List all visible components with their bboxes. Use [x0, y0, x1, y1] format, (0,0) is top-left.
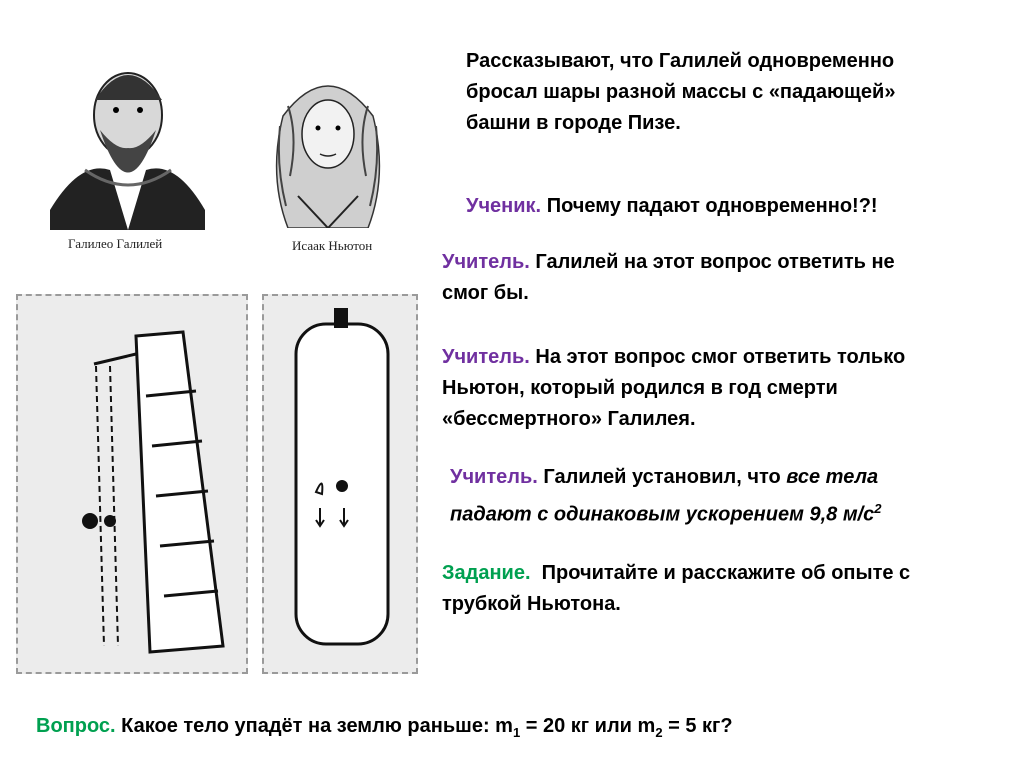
question-sub-2: 2	[655, 725, 663, 740]
newton-portrait-drawing	[258, 56, 398, 228]
teacher2-line1: На этот вопрос смог ответить только	[535, 346, 906, 368]
leaning-tower-drawing	[18, 296, 246, 672]
teacher-reply-3	[450, 462, 882, 531]
teacher-reply-2	[442, 342, 905, 435]
teacher3-line1-italic: все тела	[786, 466, 879, 488]
teacher-label-2: Учитель.	[442, 346, 530, 368]
teacher-reply-1	[442, 247, 895, 309]
newton-caption: Исаак Ньютон	[292, 238, 373, 253]
student-text: Почему падают одновременно!?!	[546, 195, 878, 217]
question-sub-1: 1	[512, 725, 521, 740]
galileo-portrait-drawing	[40, 40, 215, 230]
question-line	[36, 711, 733, 748]
student-line	[466, 191, 878, 222]
newton-portrait	[258, 56, 398, 228]
task-line1: Прочитайте и расскажите об опыте с	[541, 562, 911, 584]
teacher2-line2: Ньютон, который родился в год смерти	[442, 377, 838, 399]
task-label: Задание.	[442, 562, 531, 584]
galileo-caption: Галилео Галилей	[68, 236, 163, 251]
intro-text	[466, 46, 895, 139]
teacher-label-1: Учитель.	[442, 251, 530, 273]
galileo-portrait	[40, 40, 215, 230]
question-text-b: = 20 кг или m	[520, 715, 656, 737]
teacher1-line1: Галилей на этот вопрос ответить не	[535, 251, 895, 273]
teacher3-line2-italic: падают с одинаковым ускорением 9,8 м/с	[450, 503, 875, 526]
newton-tube-drawing	[264, 296, 416, 672]
teacher1-line2: смог бы.	[442, 282, 529, 304]
teacher2-line3: «бессмертного» Галилея.	[442, 408, 696, 430]
student-label: Ученик.	[466, 195, 542, 217]
question-text-c: = 5 кг?	[662, 715, 733, 737]
intro-line-2: бросал шары разной массы с «падающей»	[466, 81, 896, 103]
question-text-a: Какое тело упадёт на землю раньше: m	[121, 715, 513, 737]
task-line2: трубкой Ньютона.	[442, 593, 621, 615]
teacher3-line1-plain: Галилей установил, что	[543, 466, 781, 488]
teacher3-line2-sup: 2	[874, 501, 882, 516]
task-block	[442, 558, 910, 620]
question-label: Вопрос.	[36, 715, 116, 737]
leaning-tower-figure	[16, 294, 248, 674]
intro-line-1: Рассказывают, что Галилей одновременно	[466, 50, 895, 72]
teacher-label-3: Учитель.	[450, 466, 538, 488]
intro-line-3: башни в городе Пизе.	[466, 112, 681, 134]
newton-tube-figure	[262, 294, 418, 674]
